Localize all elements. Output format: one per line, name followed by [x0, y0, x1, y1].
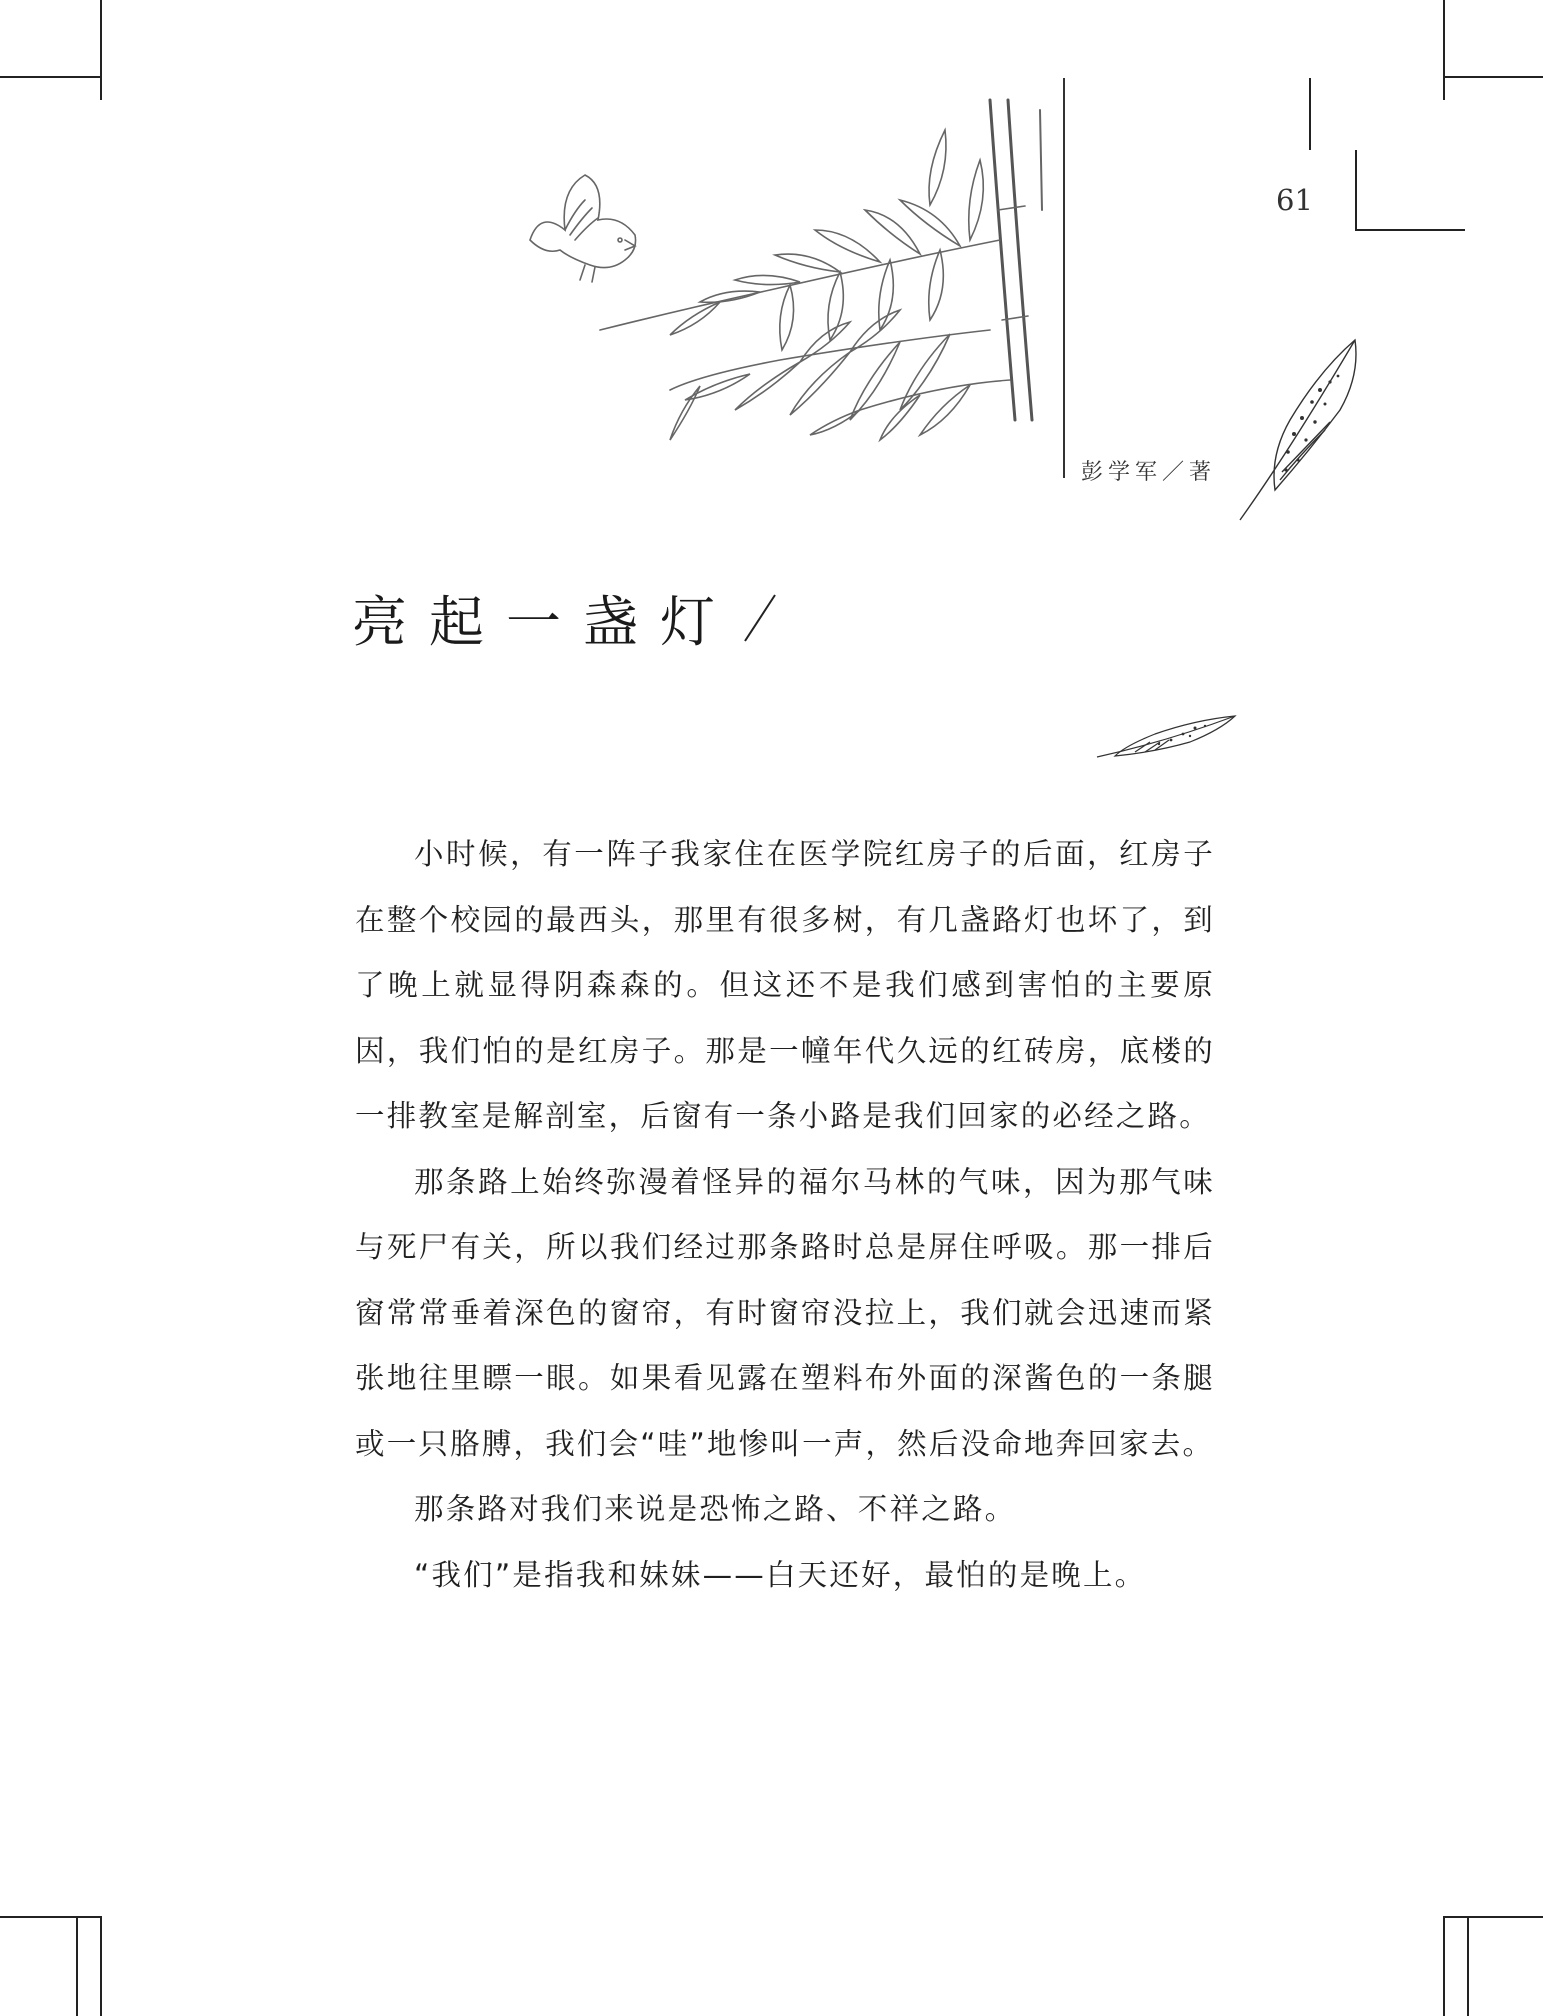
crop-mark [100, 1916, 102, 2016]
paragraph: “我们”是指我和妹妹——白天还好，最怕的是晚上。 [414, 1557, 1147, 1592]
bamboo-bird-illustration [520, 90, 1068, 510]
title-slash-mark [739, 587, 779, 647]
paragraph: 那条路对我们来说是恐怖之路、不祥之路。 [414, 1492, 1017, 1526]
crop-mark [1443, 1916, 1543, 1918]
crop-mark [0, 1916, 100, 1918]
paragraph: 小时候，有一阵子我家住在医学院红房子的后面，红房子在整个校园的最西头，那里有很多树，有几盏路灯也坏了，到了晚上就显得阴森森的。但这还不是我们感到害怕的主要原因，我们怕的是红房子。那是一幢年代久远的红砖房，底楼的一排教室是解剖室，后窗有一条小路是我们回家的必经之路。 [355, 837, 1215, 1133]
bird-icon [530, 175, 636, 282]
header-rule [1355, 229, 1465, 231]
body-text [355, 822, 1215, 1608]
feather-icon [1230, 330, 1370, 530]
crop-mark [1467, 1916, 1469, 2016]
crop-mark [1443, 76, 1543, 78]
crop-mark [100, 0, 102, 100]
paragraph: 那条路上始终弥漫着怪异的福尔马林的气味，因为那气味与死尸有关，所以我们经过那条路时总是屏住呼吸。那一排后窗常常垂着深色的窗帘，有时窗帘没拉上，我们就会迅速而紧张地往里瞟一眼。如果看见露在塑料布外面的深酱色的一条腿或一只胳膊，我们会“哇”地惨叫一声，然后没命地奔回家去。 [355, 1164, 1215, 1461]
header-rule [1309, 78, 1311, 150]
title-block [352, 582, 779, 652]
crop-mark [76, 1916, 78, 2016]
page-number: 61 [1276, 183, 1313, 217]
crop-mark [1443, 1916, 1445, 2016]
crop-mark [0, 76, 100, 78]
chapter-title: 亮起一盏灯 [352, 589, 738, 654]
small-feather-icon [1095, 712, 1240, 762]
author-credit: 彭学军／著 [1081, 460, 1217, 485]
crop-mark [1443, 0, 1445, 100]
vertical-rule [1063, 78, 1065, 478]
